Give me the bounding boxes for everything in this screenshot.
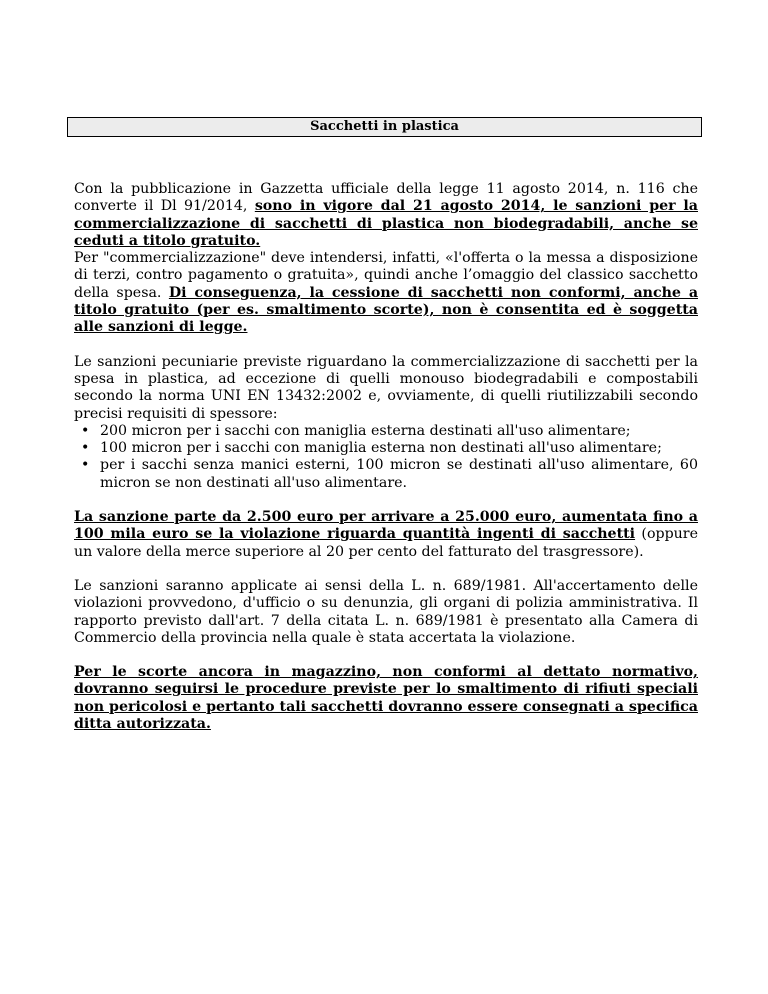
paragraph-2-emphasis: Di conseguenza, la cessione di sacchetti non conformi, anche a titolo gratuito (per es. smaltimento scorte), non è consentita ed è soggetta alle sanzioni di legge. [74,284,699,336]
paragraph-5: Le sanzioni saranno applicate ai sensi della L. n. 689/1981. All'accertamento delle violazioni provvedono, d'ufficio o su denunzia, gli organi di polizia amministrativa. Il rapporto previsto dall'art. 7 della citata L. n. 689/1981 è presentato alla Camera di Commercio della provincia nella quale è stata accertata la violazione. [74,577,698,646]
thickness-list [74,423,698,492]
paragraph-1 [74,181,698,250]
title-text: Sacchetti in plastica [310,119,459,135]
paragraph-2-text: Per "commercializzazione" deve intendersi, infatti, «l'offerta o la messa a disposizione di terzi, contro pagamento o gratuita», quindi anche l’omaggio del classico sacchetto della spesa. [74,250,698,301]
document-body [74,181,698,733]
list-item: • 100 micron per i sacchi con maniglia esterna non destinati all'uso alimentare; [100,440,698,457]
paragraph-2 [74,250,698,336]
list-item: • 200 micron per i sacchi con maniglia esterna destinati all'uso alimentare; [100,423,698,440]
list-item: • per i sacchi senza manici esterni, 100 micron se destinati all'uso alimentare, 60 micron se non destinati all'uso alimentare. [100,457,698,492]
document-title [67,117,702,137]
paragraph-1-text: Con la pubblicazione in Gazzetta ufficiale della legge 11 agosto 2014, n. 116 che converte il Dl 91/2014, [74,181,698,215]
paragraph-6-emphasis: Per le scorte ancora in magazzino, non conformi al dettato normativo, dovranno seguirsi le procedure previste per lo smaltimento di rifiuti speciali non pericolosi e pertanto tali sacchetti dovranno essere consegnati a specifica ditta autorizzata. [74,664,698,733]
paragraph-4-emphasis: La sanzione parte da 2.500 euro per arrivare a 25.000 euro, aumentata fino a 100 mila euro se la violazione riguarda quantità ingenti di sacchetti [74,509,698,543]
paragraph-4 [74,509,698,561]
paragraph-4-text: (oppure un valore della merce superiore al 20 per cento del fatturato del trasgressore). [74,526,698,560]
paragraph-1-emphasis: sono in vigore dal 21 agosto 2014, le sanzioni per la commercializzazione di sacchetti di plastica non biodegradabili, anche se ceduti a titolo gratuito. [74,198,698,249]
paragraph-3: Le sanzioni pecuniarie previste riguardano la commercializzazione di sacchetti per la spesa in plastica, ad eccezione di quelli monouso biodegradabili e compostabili secondo la norma UNI EN 13432:2002 e, ovviamente, di quelli riutilizzabili secondo precisi requisiti di spessore: [74,353,698,422]
paragraph-6 [74,664,698,733]
